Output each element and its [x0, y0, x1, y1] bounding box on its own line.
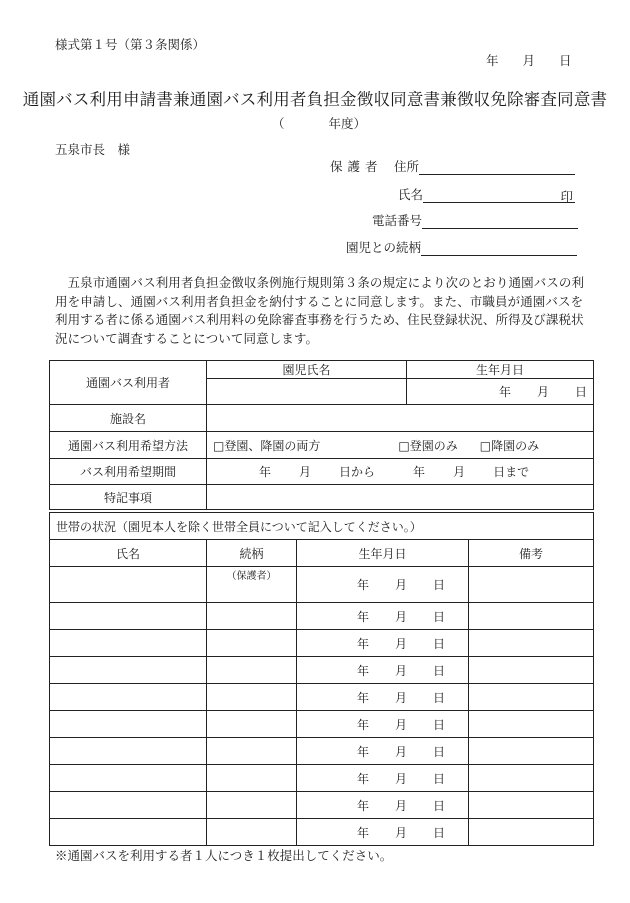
- household-birthdate-field[interactable]: [297, 684, 469, 711]
- footnote: ※通園バスを利用する者１人につき１枚提出してください。: [55, 848, 393, 863]
- submission-date: [486, 51, 572, 69]
- household-birth-day: 日: [433, 771, 446, 786]
- option-departure[interactable]: [480, 439, 539, 453]
- household-birthdate-field[interactable]: [297, 819, 469, 846]
- checkbox-icon: □: [398, 438, 410, 453]
- household-birthdate-field[interactable]: [297, 603, 469, 630]
- household-remarks-field[interactable]: [469, 711, 594, 738]
- period-to-day: 日まで: [493, 465, 530, 479]
- period-from-year: 年: [259, 465, 272, 479]
- address-row: [394, 157, 575, 175]
- table-row: [50, 630, 594, 657]
- birth-day: 日: [574, 385, 587, 399]
- form-number: 様式第１号（第３条関係）: [55, 37, 206, 52]
- household-birth-year: 年: [357, 771, 370, 786]
- household-birth-month: 月: [395, 771, 408, 786]
- household-birth-month: 月: [395, 578, 408, 592]
- consent-statement: 五泉市通園バス利用者負担金徴収条例施行規則第３条の規定により次のとおり通園バスの利用を申請し、通園バス利用者負担金を納付することに同意します。また、市職員が通園バスを利用する者に係る通園バス利用料の免除審査事務を行うため、住民登録状況、所得及び課税状況について調査することについて同意します。: [55, 275, 585, 346]
- household-birth-day: 日: [433, 798, 446, 813]
- facility-label: 施設名: [50, 405, 207, 432]
- bus-user-label: 通園バス利用者: [50, 361, 207, 405]
- household-heading: 世帯の状況（園児本人を除く世帯全員について記入してください。）: [50, 513, 594, 540]
- period-from-month: 月: [299, 465, 312, 479]
- household-relation-field[interactable]: [207, 819, 297, 846]
- phone-field[interactable]: [422, 214, 578, 229]
- household-relation-field[interactable]: [207, 630, 297, 657]
- period-label: バス利用希望期間: [50, 459, 207, 485]
- household-birth-day: 日: [433, 663, 446, 678]
- household-name-field[interactable]: [50, 738, 207, 765]
- period-from-day: 日から: [339, 465, 376, 479]
- birth-month: 月: [536, 385, 549, 399]
- household-remarks-field[interactable]: [469, 792, 594, 819]
- household-birth-year: 年: [357, 636, 370, 651]
- household-birth-day: 日: [433, 717, 446, 732]
- household-name-field[interactable]: [50, 684, 207, 711]
- household-relation-field[interactable]: [207, 657, 297, 684]
- address-field[interactable]: [419, 160, 575, 175]
- checkbox-icon: □: [479, 438, 492, 453]
- household-name-field[interactable]: [50, 819, 207, 846]
- household-birth-day: 日: [433, 690, 446, 705]
- child-birthdate-field[interactable]: [407, 379, 594, 405]
- addressee: 五泉市長 様: [55, 142, 131, 157]
- option-departure-label: 降園のみ: [491, 438, 540, 453]
- household-birthdate-field[interactable]: [297, 765, 469, 792]
- relation-field[interactable]: [421, 241, 577, 256]
- household-relation-field[interactable]: [207, 603, 297, 630]
- household-header-name: 氏名: [50, 540, 207, 567]
- date-day: 日: [559, 53, 572, 68]
- document-title: 通園バス利用申請書兼通園バス利用者負担金徴収同意書兼徴収免除審査同意書: [22, 90, 608, 109]
- household-rows: [50, 567, 594, 846]
- household-birth-year: 年: [357, 798, 370, 813]
- facility-field[interactable]: [207, 405, 594, 432]
- household-remarks-field[interactable]: [469, 738, 594, 765]
- bus-application-table: [49, 360, 594, 510]
- option-both[interactable]: [213, 439, 320, 453]
- table-row: [50, 603, 594, 630]
- phone-row: [372, 211, 578, 229]
- date-year: 年: [486, 53, 499, 68]
- table-row: [50, 765, 594, 792]
- table-row: [50, 657, 594, 684]
- household-name-field[interactable]: [50, 657, 207, 684]
- household-remarks-field[interactable]: [469, 657, 594, 684]
- date-month: 月: [522, 53, 536, 68]
- household-birth-day: 日: [433, 825, 446, 840]
- notes-label: 特記事項: [50, 485, 207, 510]
- phone-label: 電話番号: [372, 213, 423, 228]
- household-relation-field[interactable]: [207, 792, 297, 819]
- birth-year: 年: [498, 385, 511, 399]
- household-remarks-field[interactable]: [469, 630, 594, 657]
- household-birth-month: 月: [395, 636, 408, 651]
- guardian-note: （保護者）: [226, 571, 277, 582]
- name-row: [398, 185, 575, 203]
- household-name-field[interactable]: [50, 792, 207, 819]
- household-birth-year: 年: [357, 744, 370, 759]
- option-arrival-label: 登園のみ: [409, 438, 458, 453]
- option-both-label: 登園、降園の両方: [224, 438, 321, 453]
- name-field[interactable]: [423, 188, 575, 203]
- household-remarks-field[interactable]: [469, 819, 594, 846]
- household-relation-field[interactable]: [207, 765, 297, 792]
- household-birth-year: 年: [357, 825, 370, 840]
- household-birthdate-field[interactable]: [297, 711, 469, 738]
- household-birth-month: 月: [395, 717, 408, 732]
- household-remarks-field[interactable]: [469, 603, 594, 630]
- household-relation-field[interactable]: [207, 711, 297, 738]
- household-header-relation: 続柄: [207, 540, 297, 567]
- household-name-field[interactable]: [50, 603, 207, 630]
- method-options: [207, 432, 594, 459]
- relation-row: [346, 238, 577, 256]
- child-name-field[interactable]: [207, 379, 407, 405]
- fiscal-year-open: （: [272, 116, 285, 131]
- household-relation-field[interactable]: [207, 684, 297, 711]
- child-name-header: 園児氏名: [207, 361, 407, 379]
- period-field[interactable]: [207, 459, 594, 485]
- household-header-remarks: 備考: [469, 540, 594, 567]
- table-row: [50, 711, 594, 738]
- household-birth-month: 月: [395, 798, 408, 813]
- name-label: 氏名: [398, 187, 424, 202]
- household-remarks-field[interactable]: [469, 765, 594, 792]
- household-birth-month: 月: [395, 663, 408, 678]
- household-birth-year: 年: [357, 690, 370, 705]
- period-to-month: 月: [453, 465, 466, 479]
- table-row: [50, 738, 594, 765]
- household-name-field[interactable]: [50, 630, 207, 657]
- household-header-birthdate: 生年月日: [297, 540, 469, 567]
- period-to-year: 年: [413, 465, 426, 479]
- household-birth-year: 年: [357, 578, 370, 592]
- household-birthdate-field[interactable]: [297, 657, 469, 684]
- household-name-field[interactable]: [50, 711, 207, 738]
- household-birth-month: 月: [395, 744, 408, 759]
- household-name-field[interactable]: [50, 765, 207, 792]
- household-birth-year: 年: [357, 609, 370, 624]
- household-relation-field[interactable]: [207, 567, 297, 603]
- household-birth-month: 月: [395, 609, 408, 624]
- method-label: 通園バス利用希望方法: [50, 432, 207, 459]
- checkbox-icon: □: [213, 438, 225, 453]
- household-table: [49, 512, 594, 846]
- household-name-field[interactable]: [50, 567, 207, 603]
- household-birth-day: 日: [433, 578, 446, 592]
- fiscal-year: [272, 114, 366, 132]
- household-birth-year: 年: [357, 663, 370, 678]
- seal-label: 印: [560, 189, 574, 204]
- household-birthdate-field[interactable]: [297, 567, 469, 603]
- relation-label: 園児との続柄: [346, 240, 422, 255]
- household-birth-day: 日: [433, 609, 446, 624]
- household-birth-year: 年: [357, 717, 370, 732]
- table-row: [50, 567, 594, 603]
- notes-field[interactable]: [207, 485, 594, 510]
- household-birthdate-field[interactable]: [297, 792, 469, 819]
- table-row: [50, 684, 594, 711]
- household-birthdate-field[interactable]: [297, 630, 469, 657]
- address-label: 住所: [394, 159, 420, 174]
- guardian-label: 保護者: [330, 159, 383, 174]
- household-relation-field[interactable]: [207, 738, 297, 765]
- household-remarks-field[interactable]: [469, 684, 594, 711]
- household-birthdate-field[interactable]: [297, 738, 469, 765]
- household-birth-month: 月: [395, 825, 408, 840]
- table-row: [50, 819, 594, 846]
- birthdate-header: 生年月日: [407, 361, 594, 379]
- household-remarks-field[interactable]: [469, 567, 594, 603]
- household-birth-day: 日: [433, 636, 446, 651]
- fiscal-year-label: 年度）: [328, 116, 367, 131]
- option-arrival[interactable]: [398, 439, 457, 453]
- household-birth-month: 月: [395, 690, 408, 705]
- household-birth-day: 日: [433, 744, 446, 759]
- table-row: [50, 792, 594, 819]
